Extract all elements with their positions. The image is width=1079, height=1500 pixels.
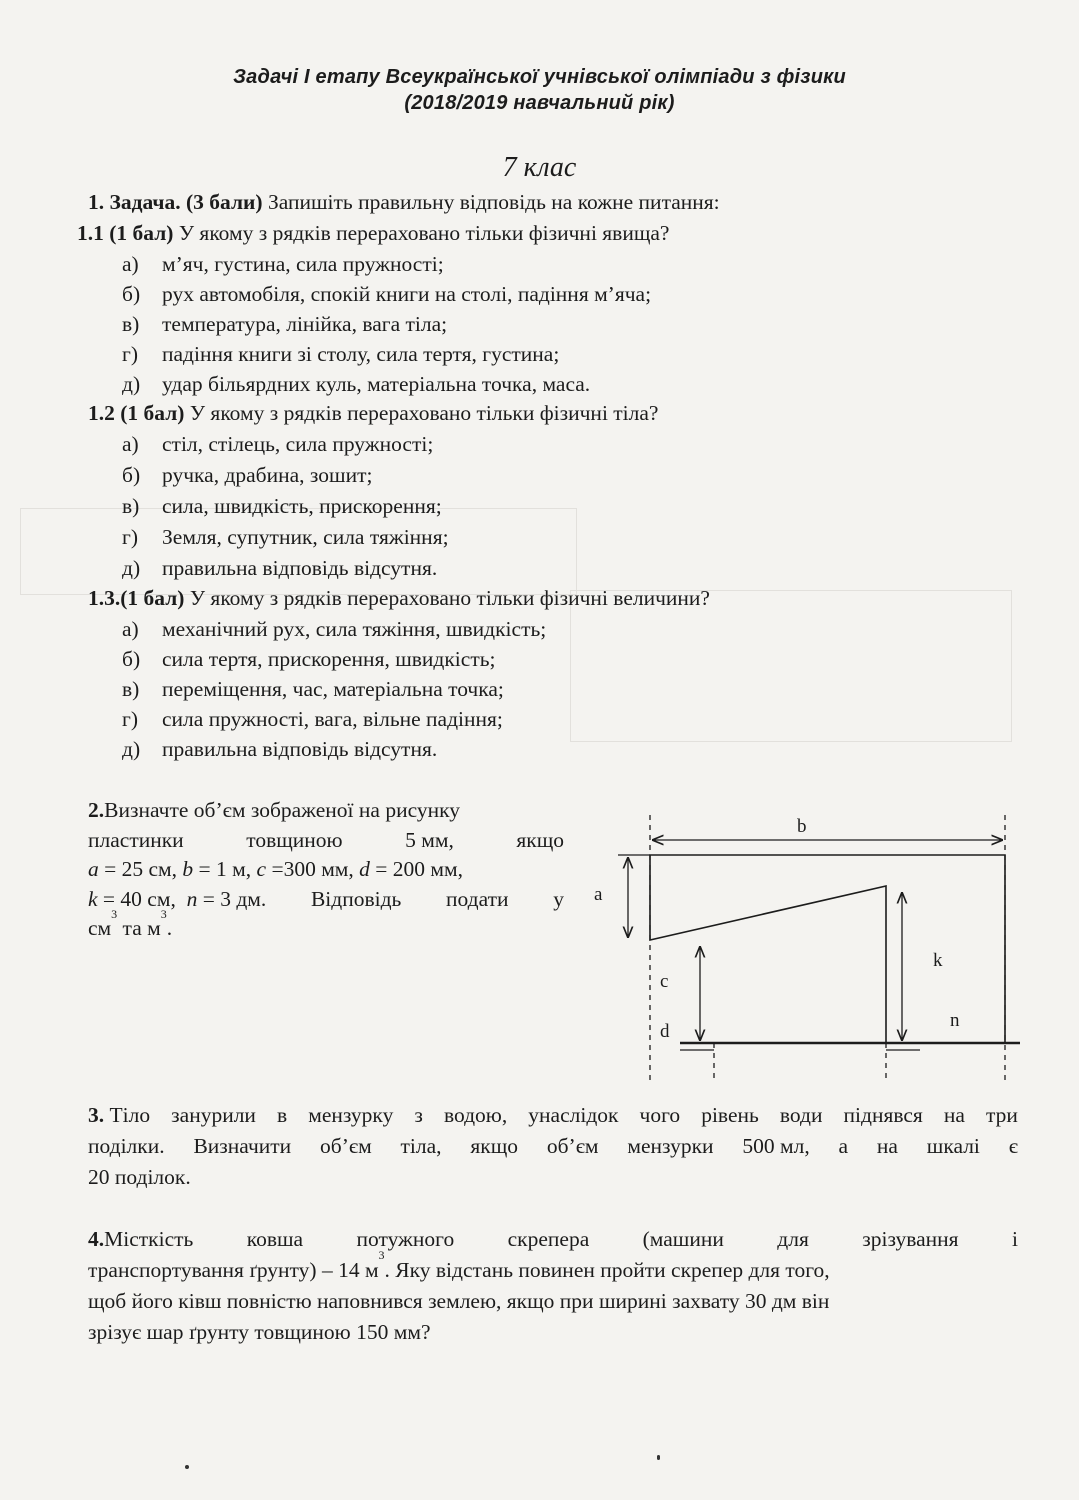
- task3-word: з: [414, 1103, 423, 1127]
- option-letter: а): [122, 432, 139, 456]
- task3-word: є: [1008, 1134, 1018, 1158]
- task4-text: зрізує шар ґрунту товщиною 150 мм?: [88, 1320, 431, 1344]
- task2-word: у: [553, 886, 564, 911]
- answer-option: [122, 342, 559, 367]
- option-letter: г): [122, 342, 138, 366]
- question-text: У якому з рядків перераховано тільки фізичні величини?: [184, 586, 710, 610]
- task4-word: потужного: [356, 1227, 455, 1251]
- option-text: механічний рух, сила тяжіння, швидкість;: [162, 617, 547, 641]
- unit-cm: см: [88, 916, 112, 940]
- task3-text: 20 поділок.: [88, 1165, 191, 1189]
- option-letter: б): [122, 282, 141, 306]
- var-a: a: [88, 857, 99, 881]
- answer-option: [122, 556, 437, 581]
- task4-word: [88, 1224, 193, 1255]
- task2-number: 2.: [88, 798, 105, 822]
- option-text: правильна відповідь відсутня.: [162, 737, 438, 761]
- option-text: правильна відповідь відсутня.: [162, 556, 438, 580]
- question-heading: [88, 586, 710, 611]
- task3-word: поділки.: [88, 1134, 165, 1158]
- label-d: d: [660, 1021, 670, 1042]
- option-letter: д): [122, 737, 141, 761]
- task2-line: [88, 826, 564, 856]
- task3-word: шкалі: [926, 1134, 980, 1158]
- task3-paragraph: [88, 1100, 1018, 1193]
- task3-line: [88, 1131, 1018, 1162]
- val-d: = 200 мм,: [369, 857, 463, 881]
- task3-word: рівень: [701, 1103, 759, 1127]
- task4-word: і: [1011, 1227, 1018, 1251]
- task3-word: піднявся: [843, 1103, 923, 1127]
- option-text: переміщення, час, матеріальна точка;: [162, 677, 504, 701]
- task3-word: 500 мл,: [742, 1134, 810, 1158]
- scan-speck: [657, 1455, 660, 1460]
- answer-option: [122, 737, 437, 762]
- unit-mid: та м: [117, 916, 161, 940]
- option-text: м’яч, густина, сила пружності;: [162, 252, 444, 276]
- task4-text: Місткість: [104, 1227, 194, 1251]
- task3-word: мензурки: [627, 1134, 714, 1158]
- question-label: 1.1 (1 бал): [77, 221, 174, 245]
- task3-word: якщо: [470, 1134, 519, 1158]
- val-a: = 25 см,: [98, 857, 183, 881]
- question-text: У якому з рядків перераховано тільки фізичні явища?: [173, 221, 670, 245]
- option-text: сила пружності, вага, вільне падіння;: [162, 707, 503, 731]
- task4-word: ковша: [246, 1227, 304, 1251]
- option-letter: б): [122, 463, 141, 487]
- label-b: b: [797, 816, 807, 837]
- var-n: n: [186, 886, 198, 911]
- var-d: d: [359, 857, 370, 881]
- option-text: Земля, супутник, сила тяжіння;: [162, 525, 449, 549]
- task2-word: товщиною: [246, 827, 343, 852]
- plate-figure: [590, 800, 1020, 1090]
- answer-option: [122, 647, 496, 672]
- task3-word: три: [986, 1103, 1018, 1127]
- option-text: сила тертя, прискорення, швидкість;: [162, 647, 496, 671]
- option-letter: г): [122, 525, 138, 549]
- task3-word: чого: [639, 1103, 681, 1127]
- task4-text: транспортування ґрунту) – 14 м: [88, 1258, 379, 1282]
- question-label: 1.2 (1 бал): [88, 401, 185, 425]
- answer-option: [122, 463, 372, 488]
- task2-word: якщо: [516, 827, 564, 852]
- scan-speck: [185, 1465, 189, 1469]
- question-heading: [77, 221, 669, 246]
- task1-text: Запишіть правильну відповідь на кожне питання:: [262, 190, 720, 214]
- val-b: = 1 м,: [193, 857, 257, 881]
- answer-option: [122, 707, 503, 732]
- task1-label: 1. Задача. (3 бали): [88, 190, 263, 214]
- unit-exp: 3: [111, 907, 118, 921]
- task3-word: а: [838, 1134, 849, 1158]
- option-letter: в): [122, 677, 140, 701]
- task4-word: скрепера: [507, 1227, 590, 1251]
- task4-word: зрізування: [862, 1227, 959, 1251]
- task3-word: об’єм: [546, 1134, 599, 1158]
- option-text: удар більярдних куль, матеріальна точка, маса.: [162, 372, 591, 396]
- task2-word: пластинки: [88, 827, 184, 852]
- task4-number: 4.: [88, 1227, 105, 1251]
- label-k: k: [933, 950, 943, 971]
- task3-line: [88, 1162, 1018, 1193]
- task3-word: занурили: [171, 1103, 256, 1127]
- task2-paragraph: [88, 796, 564, 944]
- task3-text: Тіло: [104, 1103, 151, 1127]
- task3-word: об’єм: [320, 1134, 372, 1158]
- task3-word: водою,: [443, 1103, 508, 1127]
- option-letter: г): [122, 707, 138, 731]
- task3-word: унаслідок: [528, 1103, 619, 1127]
- unit-end: .: [166, 916, 173, 940]
- answer-option: [122, 372, 590, 397]
- task3-number: 3.: [88, 1103, 105, 1127]
- task3-word: [88, 1100, 150, 1131]
- label-a: a: [594, 884, 603, 905]
- scan-ghost-box: [20, 508, 577, 595]
- task3-word: води: [779, 1103, 823, 1127]
- answer-option: [122, 252, 444, 277]
- unit-exp: 3: [160, 907, 167, 921]
- var-b: b: [182, 857, 194, 881]
- task4-paragraph: [88, 1224, 1018, 1348]
- task3-word: на: [876, 1134, 898, 1158]
- option-text: рух автомобіля, спокій книги на столі, падіння м’яча;: [162, 282, 652, 306]
- task3-line: [88, 1100, 1018, 1131]
- scan-ghost-box: [570, 590, 1012, 742]
- title-line-1: Задачі І етапу Всеукраїнської учнівської олімпіади з фізики: [233, 66, 846, 88]
- task2-word: подати: [446, 886, 509, 911]
- task4-line: [88, 1248, 1018, 1286]
- var-c: c: [256, 857, 267, 881]
- question-text: У якому з рядків перераховано тільки фізичні тіла?: [184, 401, 659, 425]
- answer-option: [122, 282, 651, 307]
- grade-heading: 7 клас: [502, 152, 577, 183]
- task3-word: тіла,: [400, 1134, 442, 1158]
- task4-text: . Яку відстань повинен пройти скрепер для того,: [384, 1258, 830, 1282]
- task2-word: 5 мм,: [405, 827, 454, 852]
- task2-text: Визначте об’єм зображеної на рисунку: [104, 798, 460, 822]
- option-text: сила, швидкість, прискорення;: [162, 494, 442, 518]
- question-heading: [88, 401, 658, 426]
- task3-word: Визначити: [193, 1134, 292, 1158]
- val-c: =300 мм,: [266, 857, 360, 881]
- var-k: k: [88, 886, 98, 911]
- val-n: = 3 дм.: [197, 886, 267, 911]
- task2-line: [88, 855, 564, 885]
- task2-line: [88, 907, 564, 944]
- unit-exp: 3: [378, 1248, 385, 1262]
- task4-line: [88, 1286, 1018, 1317]
- answer-option: [122, 525, 449, 550]
- task2-line: [88, 885, 564, 915]
- task2-line: [88, 796, 564, 826]
- answer-option: [122, 617, 546, 642]
- label-n: n: [950, 1010, 960, 1031]
- task4-line: [88, 1317, 1018, 1348]
- option-text: падіння книги зі столу, сила тертя, густина;: [162, 342, 560, 366]
- task4-line: [88, 1224, 1018, 1255]
- option-text: ручка, драбина, зошит;: [162, 463, 373, 487]
- task3-word: на: [943, 1103, 965, 1127]
- answer-option: [122, 312, 447, 337]
- title-line-2: (2018/2019 навчальний рік): [404, 92, 675, 114]
- answer-option: [122, 677, 504, 702]
- task2-word: Відповідь: [310, 886, 402, 911]
- option-letter: д): [122, 372, 141, 396]
- answer-option: [122, 494, 442, 519]
- option-letter: в): [122, 312, 140, 336]
- option-letter: а): [122, 252, 139, 276]
- option-letter: б): [122, 647, 141, 671]
- option-text: стіл, стілець, сила пружності;: [162, 432, 434, 456]
- option-letter: а): [122, 617, 139, 641]
- option-letter: д): [122, 556, 141, 580]
- task4-word: для: [777, 1227, 809, 1251]
- option-letter: в): [122, 494, 140, 518]
- label-c: c: [660, 971, 669, 992]
- task4-word: (машини: [642, 1227, 724, 1251]
- task1-heading: [88, 190, 720, 215]
- task3-word: в: [277, 1103, 288, 1127]
- task3-word: мензурку: [308, 1103, 394, 1127]
- val-k: = 40 см,: [97, 886, 187, 911]
- answer-option: [122, 432, 433, 457]
- question-label: 1.3.(1 бал): [88, 586, 185, 610]
- option-text: температура, лінійка, вага тіла;: [162, 312, 448, 336]
- task4-text: щоб його ківш повністю наповнився землею, якщо при ширині захвату 30 дм він: [88, 1289, 830, 1313]
